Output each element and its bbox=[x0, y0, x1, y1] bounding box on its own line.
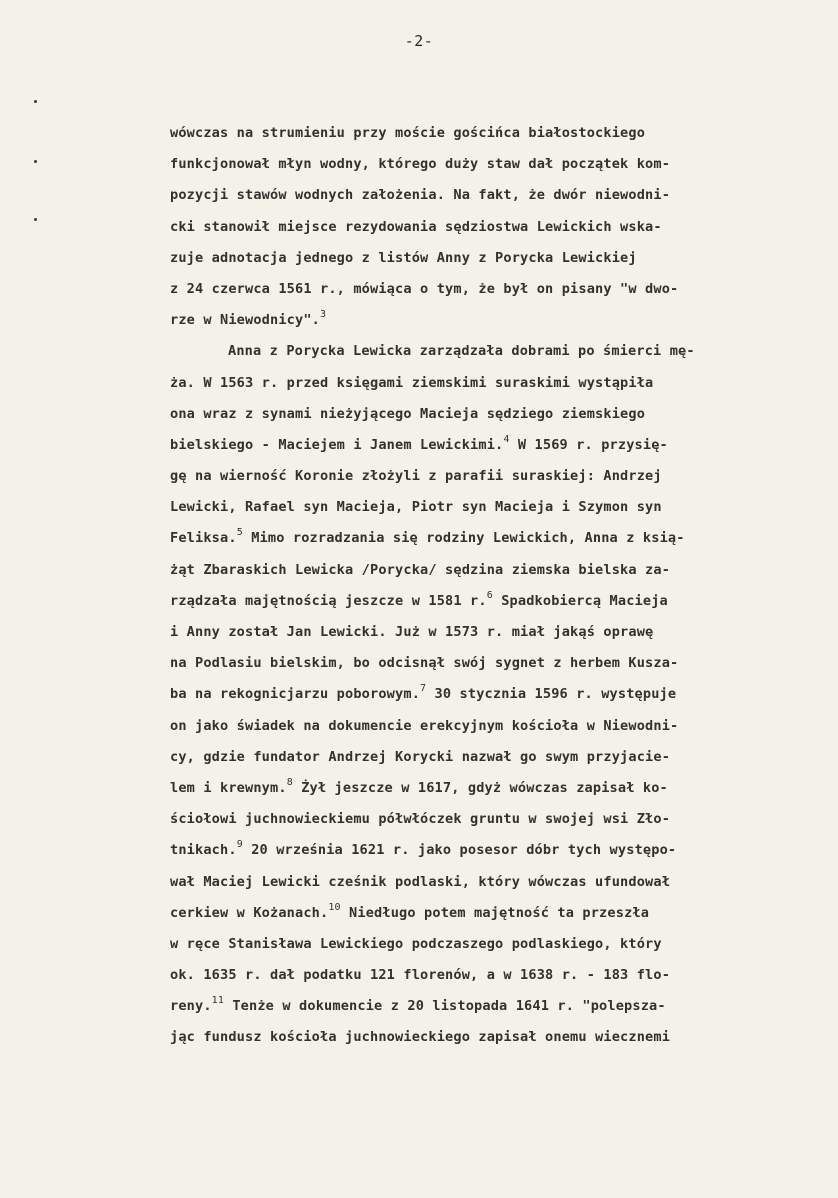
page-number: -2- bbox=[404, 32, 434, 50]
text-line-content: ża. W 1563 r. przed księgami ziemskimi suraskimi wystąpiła bbox=[170, 374, 654, 391]
text-line-content: Feliksa. bbox=[170, 530, 237, 547]
text-line bbox=[170, 274, 810, 305]
text-line-content: rządzała majętnością jeszcze w 1581 r. bbox=[170, 592, 487, 609]
text-line-content: Anna z Porycka Lewicka zarządzała dobrami po śmierci mę- bbox=[228, 343, 695, 360]
text-line-content: pozycji stawów wodnych założenia. Na fakt, że dwór niewodni- bbox=[170, 187, 671, 204]
text-line bbox=[170, 711, 810, 742]
text-line bbox=[170, 430, 810, 461]
text-line bbox=[170, 1022, 810, 1053]
text-line bbox=[170, 617, 810, 648]
text-line-content: ona wraz z synami nieżyjącego Macieja sędziego ziemskiego bbox=[170, 405, 646, 422]
text-line-content: cy, gdzie fundator Andrzej Korycki nazwał go swym przyjacie- bbox=[170, 748, 671, 765]
text-line bbox=[170, 929, 810, 960]
text-line-content: wał Maciej Lewicki cześnik podlaski, który wówczas ufundował bbox=[170, 873, 671, 890]
text-line bbox=[170, 804, 810, 835]
text-line bbox=[170, 648, 810, 679]
text-line-content: rze w Niewodnicy". bbox=[170, 312, 321, 329]
text-line-content: ok. 1635 r. dał podatku 121 florenów, a w 1638 r. - 183 flo- bbox=[170, 967, 671, 984]
text-line bbox=[170, 586, 810, 617]
text-line-continuation: 30 stycznia 1596 r. występuje bbox=[426, 686, 677, 703]
footnote-ref: 3 bbox=[320, 309, 327, 321]
text-line bbox=[170, 336, 810, 367]
footnote-ref: 10 bbox=[328, 901, 341, 913]
text-line-content: jąc fundusz kościoła juchnowieckiego zapisał onemu wiecznemi bbox=[170, 1029, 671, 1046]
text-line bbox=[170, 555, 810, 586]
text-line-content: tnikach. bbox=[170, 842, 237, 859]
footnote-ref: 5 bbox=[236, 527, 243, 539]
text-line-content: bielskiego - Maciejem i Janem Lewickimi. bbox=[170, 436, 504, 453]
text-line-content: z 24 czerwca 1561 r., mówiąca o tym, że był on pisany "w dwo- bbox=[170, 280, 679, 297]
text-line-content: gę na wierność Koronie złożyli z parafii suraskiej: Andrzej bbox=[170, 468, 662, 485]
text-line-continuation: 20 września 1621 r. jako posesor dóbr tych występo- bbox=[242, 842, 677, 859]
text-line bbox=[170, 180, 810, 211]
text-line-continuation: Niedługo potem majętność ta przeszła bbox=[340, 904, 650, 921]
text-line bbox=[170, 399, 810, 430]
text-line bbox=[170, 742, 810, 773]
text-line-content: żąt Zbaraskich Lewicka /Porycka/ sędzina ziemska bielska za- bbox=[170, 561, 671, 578]
text-line-content: na Podlasiu bielskim, bo odcisnął swój sygnet z herbem Kusza- bbox=[170, 655, 679, 672]
text-line-content: Lewicki, Rafael syn Macieja, Piotr syn Macieja i Szymon syn bbox=[170, 499, 662, 516]
text-line bbox=[170, 960, 810, 991]
text-line-content: wówczas na strumieniu przy moście gościńca białostockiego bbox=[170, 125, 646, 141]
text-line-content: reny. bbox=[170, 998, 212, 1015]
text-line bbox=[170, 305, 810, 336]
text-line bbox=[170, 368, 810, 399]
footnote-ref: 8 bbox=[286, 776, 293, 788]
text-line-content: w ręce Stanisława Lewickiego podczaszego podlaskiego, który bbox=[170, 935, 662, 952]
text-line bbox=[170, 991, 810, 1022]
text-line-continuation: Tenże w dokumencie z 20 listopada 1641 r. "polepsza- bbox=[224, 998, 666, 1015]
footnote-ref: 4 bbox=[503, 433, 510, 445]
margin-mark bbox=[34, 100, 37, 103]
text-line-content: ba na rekognicjarzu poborowym. bbox=[170, 686, 421, 703]
text-line bbox=[170, 212, 810, 243]
footnote-ref: 9 bbox=[236, 839, 243, 851]
text-line-content: funkcjonował młyn wodny, którego duży staw dał początek kom- bbox=[170, 156, 671, 173]
text-line bbox=[170, 835, 810, 866]
text-line-content: ściołowi juchnowieckiemu półwłóczek gruntu w swojej wsi Zło- bbox=[170, 811, 671, 828]
text-line bbox=[170, 523, 810, 554]
text-line-content: on jako świadek na dokumencie erekcyjnym kościoła w Niewodni- bbox=[170, 717, 679, 734]
margin-mark bbox=[34, 160, 37, 163]
text-line-content: lem i krewnym. bbox=[170, 779, 287, 796]
footnote-ref: 11 bbox=[211, 995, 225, 1007]
text-line-content: i Anny został Jan Lewicki. Już w 1573 r. miał jakąś oprawę bbox=[170, 624, 654, 640]
text-line bbox=[170, 773, 810, 804]
body-text bbox=[170, 118, 810, 1054]
text-line-content: cerkiew w Kożanach. bbox=[170, 904, 329, 921]
text-line-continuation: Mimo rozradzania się rodziny Lewickich, Anna z ksią- bbox=[242, 530, 685, 547]
text-line-content: cki stanowił miejsce rezydowania sędziostwa Lewickich wska- bbox=[170, 218, 662, 235]
text-line bbox=[170, 679, 810, 710]
footnote-ref: 7 bbox=[420, 683, 427, 695]
text-line bbox=[170, 867, 810, 898]
text-line bbox=[170, 492, 810, 523]
text-line-continuation: W 1569 r. przysię- bbox=[509, 436, 668, 453]
text-line bbox=[170, 149, 810, 180]
text-line bbox=[170, 118, 810, 149]
text-line bbox=[170, 461, 810, 492]
text-line-continuation: Spadkobiercą Macieja bbox=[492, 592, 668, 609]
margin-mark bbox=[34, 218, 37, 221]
text-line bbox=[170, 243, 810, 274]
text-line-continuation: Żył jeszcze w 1617, gdyż wówczas zapisał ko- bbox=[292, 779, 668, 796]
footnote-ref: 6 bbox=[486, 589, 493, 601]
text-line-content: zuje adnotacja jednego z listów Anny z Porycka Lewickiej bbox=[170, 249, 637, 266]
text-line bbox=[170, 898, 810, 929]
